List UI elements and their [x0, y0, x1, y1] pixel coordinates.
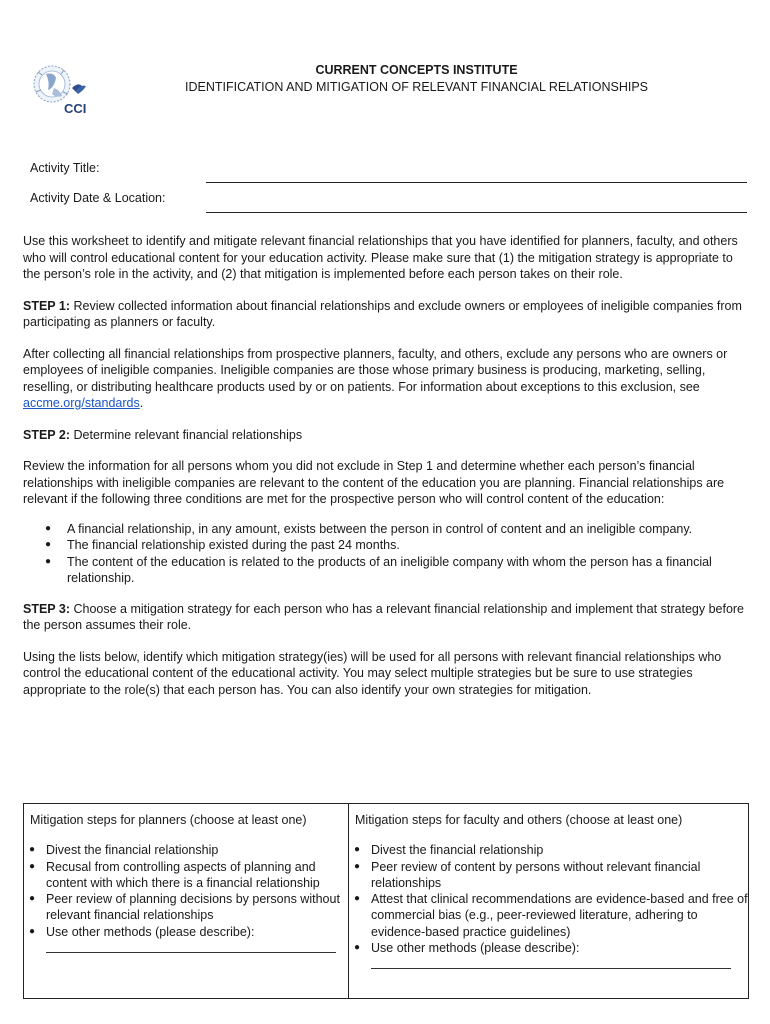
accme-standards-link[interactable]: accme.org/standards — [23, 396, 140, 410]
faculty-mitigation-list — [349, 842, 748, 956]
step3-paragraph: Using the lists below, identify which mitigation strategy(ies) will be used for all persons with relevant financial relationships who control the educational content of the educational activity. You may select multiple strategies but be sure to use strategies appropriate to the role(s) that each person has. You can also identify your own strategies for mitigation. — [23, 649, 722, 697]
step2-heading — [23, 427, 750, 444]
step2-heading-text: Determine relevant financial relationships — [70, 427, 303, 442]
step3-heading — [23, 601, 750, 634]
list-item: ● The financial relationship existed during the past 24 months. — [67, 537, 750, 554]
mitigation-table — [23, 803, 749, 999]
step3-heading-text: Choose a mitigation strategy for each person who has a relevant financial relationship and implement that strategy before the person assumes their role. — [23, 601, 745, 632]
step1-heading — [23, 298, 750, 331]
list-item: ● A financial relationship, in any amount, exists between the person in control of content and an ineligible company. — [67, 521, 750, 538]
step2-paragraph: Review the information for all persons whom you did not exclude in Step 1 and determine whether each person’s financial relationships with ineligible companies are relevant to the content of the education you are planning. Financial relationships are relevant if the following three conditions are met for the prospective person who will control content of the education: — [23, 459, 725, 506]
worksheet-body — [23, 233, 750, 713]
planners-column-heading: Mitigation steps for planners (choose at least one) — [30, 813, 307, 827]
activity-date-label: Activity Date & Location: — [30, 191, 166, 205]
step2-label: STEP 2: — [23, 427, 71, 442]
list-item[interactable]: ● Attest that clinical recommendations are evidence-based and free of commercial bias (e.g., peer-reviewed literature, adhering to evidence-based practice guidelines) — [371, 891, 748, 940]
list-item[interactable]: ● Use other methods (please describe): — [46, 924, 348, 940]
planners-other-methods-field[interactable] — [46, 952, 336, 953]
list-item[interactable]: ● Use other methods (please describe): — [371, 940, 748, 956]
list-item[interactable]: ● Peer review of planning decisions by persons without relevant financial relationships — [46, 891, 348, 924]
list-item[interactable]: ● Peer review of content by persons without relevant financial relationships — [371, 859, 748, 892]
organization-name: CURRENT CONCEPTS INSTITUTE — [315, 63, 518, 77]
planners-mitigation-list — [24, 842, 348, 940]
relevance-conditions-list — [23, 521, 750, 587]
step3-label: STEP 3: — [23, 601, 71, 616]
step1-label: STEP 1: — [23, 298, 71, 313]
activity-title-label: Activity Title: — [30, 161, 100, 175]
planners-column — [24, 804, 349, 999]
list-item[interactable]: ● Divest the financial relationship — [371, 842, 748, 858]
faculty-column-heading: Mitigation steps for faculty and others (choose at least one) — [355, 813, 683, 827]
intro-paragraph: Use this worksheet to identify and mitigate relevant financial relationships that you have identified for planners, faculty, and others who will control educational content for your education activity. Please make sure that (1) the mitigation strategy is appropriate to the person’s role in the activity, and (2) that mitigation is implemented before each person takes on their role. — [23, 234, 738, 281]
step1-paragraph — [23, 346, 750, 412]
faculty-other-methods-field[interactable] — [371, 968, 731, 969]
step1-heading-text: Review collected information about financial relationships and exclude owners or employees of ineligible companies from participating as planners or faculty. — [23, 298, 742, 329]
step1-body: After collecting all financial relationships from prospective planners, faculty, and others, exclude any persons who are owners or employees of ineligible companies. Ineligible companies are those whose primary business is producing, marketing, selling, reselling, or distributing healthcare products used by or on patients. For information about exceptions to this exclusion, see — [23, 346, 728, 394]
list-item[interactable]: ● Divest the financial relationship — [46, 842, 348, 858]
faculty-column — [349, 804, 749, 999]
step1-body-end: . — [139, 396, 144, 410]
document-header — [100, 62, 733, 96]
list-item: ● The content of the education is related to the products of an ineligible company with whom the person has a financial relationship. — [67, 554, 750, 587]
cci-logo — [24, 58, 90, 120]
svg-text:CCI: CCI — [64, 101, 87, 116]
list-item[interactable]: ● Recusal from controlling aspects of planning and content with which there is a financial relationship — [46, 859, 348, 892]
document-title: IDENTIFICATION AND MITIGATION OF RELEVANT FINANCIAL RELATIONSHIPS — [184, 80, 649, 94]
activity-date-field[interactable] — [206, 212, 747, 213]
activity-title-field[interactable] — [206, 182, 747, 183]
